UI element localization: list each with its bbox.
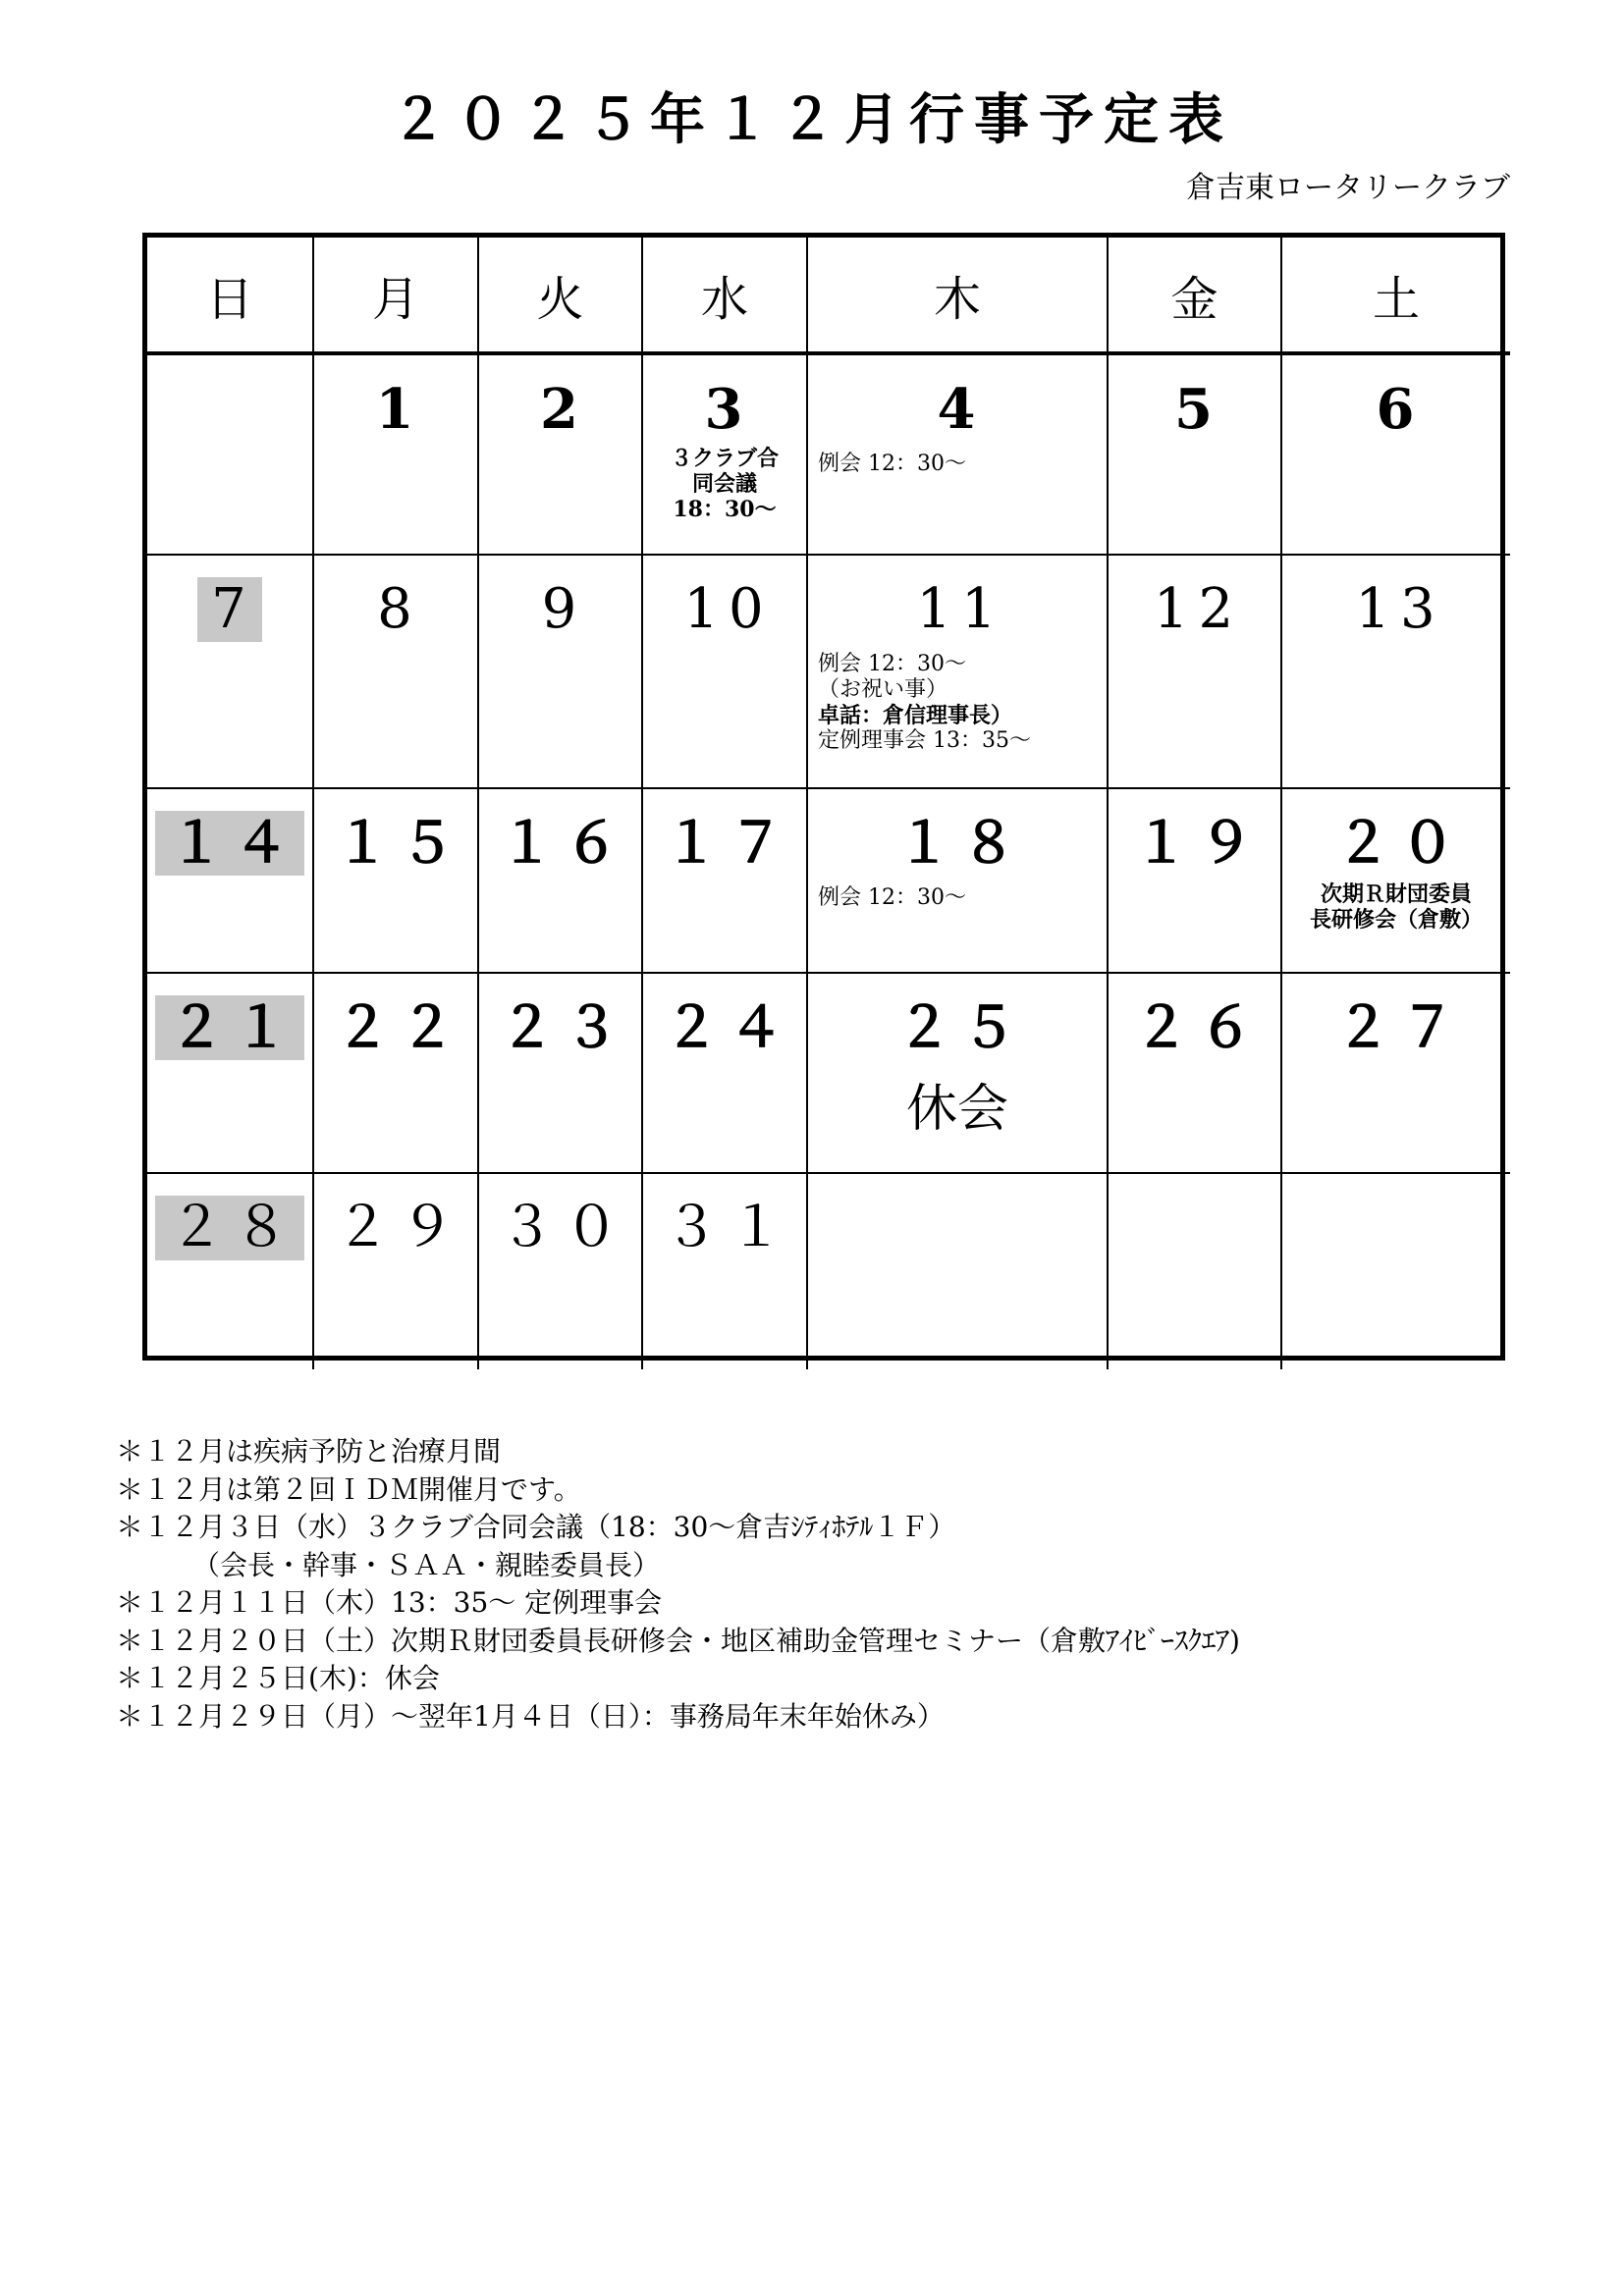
week-row <box>147 1173 1510 1369</box>
day-number: ３１ <box>664 1196 793 1259</box>
day-cell <box>1108 788 1281 973</box>
week-row <box>147 555 1510 788</box>
day-cell-empty <box>807 1173 1108 1369</box>
day-number: 6 <box>1376 377 1425 442</box>
day-number: １６ <box>499 811 629 876</box>
day-cell <box>1281 555 1510 788</box>
event-foundation-seminar: 次期Ｒ財団委員 長研修会（倉敷） <box>1309 881 1483 933</box>
day-cell <box>478 973 642 1173</box>
day-number: 10 <box>683 577 774 641</box>
day-number: 9 <box>541 577 587 641</box>
day-number: 3 <box>704 377 753 442</box>
note-item: ＊１２月２５日(木)：休会 <box>116 1662 440 1694</box>
day-number: ２０ <box>1335 811 1465 876</box>
day-number: 12 <box>1153 577 1244 641</box>
calendar-table <box>142 233 1505 1361</box>
note-item: ＊１２月３日（水）３クラブ合同会議（18：30～倉吉ｼﾃｨﾎﾃﾙ１Ｆ） <box>116 1511 956 1543</box>
day-number: １５ <box>335 811 464 876</box>
weekday-wed: 水 <box>642 238 807 353</box>
day-cell <box>1108 353 1281 555</box>
event-regular-meeting: 例会 12：30～ <box>818 452 966 476</box>
event-3club-meeting: ３クラブ合 同会議 18：30～ <box>670 446 779 522</box>
day-number: 11 <box>916 577 1006 641</box>
day-number-sunday: 7 <box>197 577 262 642</box>
weekday-tue: 火 <box>478 238 642 353</box>
day-cell <box>478 555 642 788</box>
note-item: ＊１２月２０日（土）次期Ｒ財団委員長研修会・地区補助金管理セミナー（倉敷ｱｲﾋﾞｰｽｸｴｱ) <box>116 1624 1240 1657</box>
event-no-meeting: 休会 <box>905 1080 1008 1139</box>
weekday-sun: 日 <box>147 238 313 353</box>
day-cell <box>1108 973 1281 1173</box>
day-cell <box>642 973 807 1173</box>
day-number: １７ <box>664 811 793 876</box>
day-cell <box>313 1173 478 1369</box>
weekday-header-row <box>147 238 1510 353</box>
day-cell-sunday <box>147 973 313 1173</box>
day-cell-sunday <box>147 555 313 788</box>
page-title: ２０２５年１２月行事予定表 <box>391 88 1233 152</box>
day-cell-empty <box>147 353 313 555</box>
day-number: 1 <box>375 377 424 442</box>
day-cell-sunday <box>147 1173 313 1369</box>
weekday-thu: 木 <box>807 238 1108 353</box>
notes-list <box>116 1433 1240 1735</box>
day-cell <box>807 973 1108 1173</box>
day-number: ２３ <box>499 995 629 1060</box>
day-cell <box>1281 973 1510 1173</box>
event-list: 例会 12：30～ （お祝い事） 卓話：倉信理事長） 定例理事会 13：35～ <box>818 652 1031 753</box>
day-number-sunday: ２１ <box>155 995 304 1060</box>
note-item: ＊１２月２９日（月）～翌年1月４日（日）：事務局年末年始休み） <box>116 1699 945 1733</box>
day-cell <box>313 788 478 973</box>
day-number: 4 <box>937 377 986 442</box>
day-number: １８ <box>896 811 1026 876</box>
weekday-fri: 金 <box>1108 238 1281 353</box>
note-item: ＊１２月１１日（木）13：35～ 定例理事会 <box>116 1586 663 1619</box>
day-cell <box>807 788 1108 973</box>
day-number: ２６ <box>1133 995 1264 1060</box>
day-cell-empty <box>1281 1173 1510 1369</box>
day-cell <box>807 555 1108 788</box>
day-cell <box>642 1173 807 1369</box>
day-number: ３０ <box>499 1196 629 1259</box>
note-item-continuation: （会長・幹事・ＳＡＡ・親睦委員長） <box>192 1548 661 1581</box>
day-number: ２４ <box>664 995 793 1060</box>
day-number-sunday: ２８ <box>155 1196 304 1260</box>
event-regular-meeting: 例会 12：30～ <box>818 885 966 910</box>
day-cell-sunday <box>147 788 313 973</box>
day-cell <box>1281 788 1510 973</box>
day-cell <box>313 555 478 788</box>
day-cell <box>313 353 478 555</box>
day-number-sunday: １４ <box>155 811 304 876</box>
day-cell <box>642 788 807 973</box>
day-cell-empty <box>1108 1173 1281 1369</box>
day-number: ２５ <box>896 995 1026 1060</box>
day-number: ２９ <box>335 1196 464 1259</box>
note-item: ＊１２月は疾病予防と治療月間 <box>116 1435 502 1468</box>
day-number: 2 <box>540 377 588 442</box>
day-cell <box>807 353 1108 555</box>
weekday-mon: 月 <box>313 238 478 353</box>
day-cell <box>478 788 642 973</box>
week-row <box>147 353 1510 555</box>
day-number: １９ <box>1133 811 1264 876</box>
weekday-sat: 土 <box>1281 238 1510 353</box>
day-number: 8 <box>377 577 422 641</box>
day-number: ２７ <box>1335 995 1465 1060</box>
day-cell <box>478 1173 642 1369</box>
week-row <box>147 973 1510 1173</box>
day-number: ２２ <box>335 995 464 1060</box>
day-cell <box>1281 353 1510 555</box>
note-item: ＊１２月は第２回ＩＤＭ開催月です。 <box>116 1472 581 1506</box>
day-number: 5 <box>1174 377 1222 442</box>
day-cell <box>1108 555 1281 788</box>
day-cell <box>642 353 807 555</box>
week-row <box>147 788 1510 973</box>
day-number: 13 <box>1355 577 1445 641</box>
day-cell <box>478 353 642 555</box>
organization-name: 倉吉東ロータリークラブ <box>1186 171 1510 205</box>
day-cell <box>313 973 478 1173</box>
day-cell <box>642 555 807 788</box>
